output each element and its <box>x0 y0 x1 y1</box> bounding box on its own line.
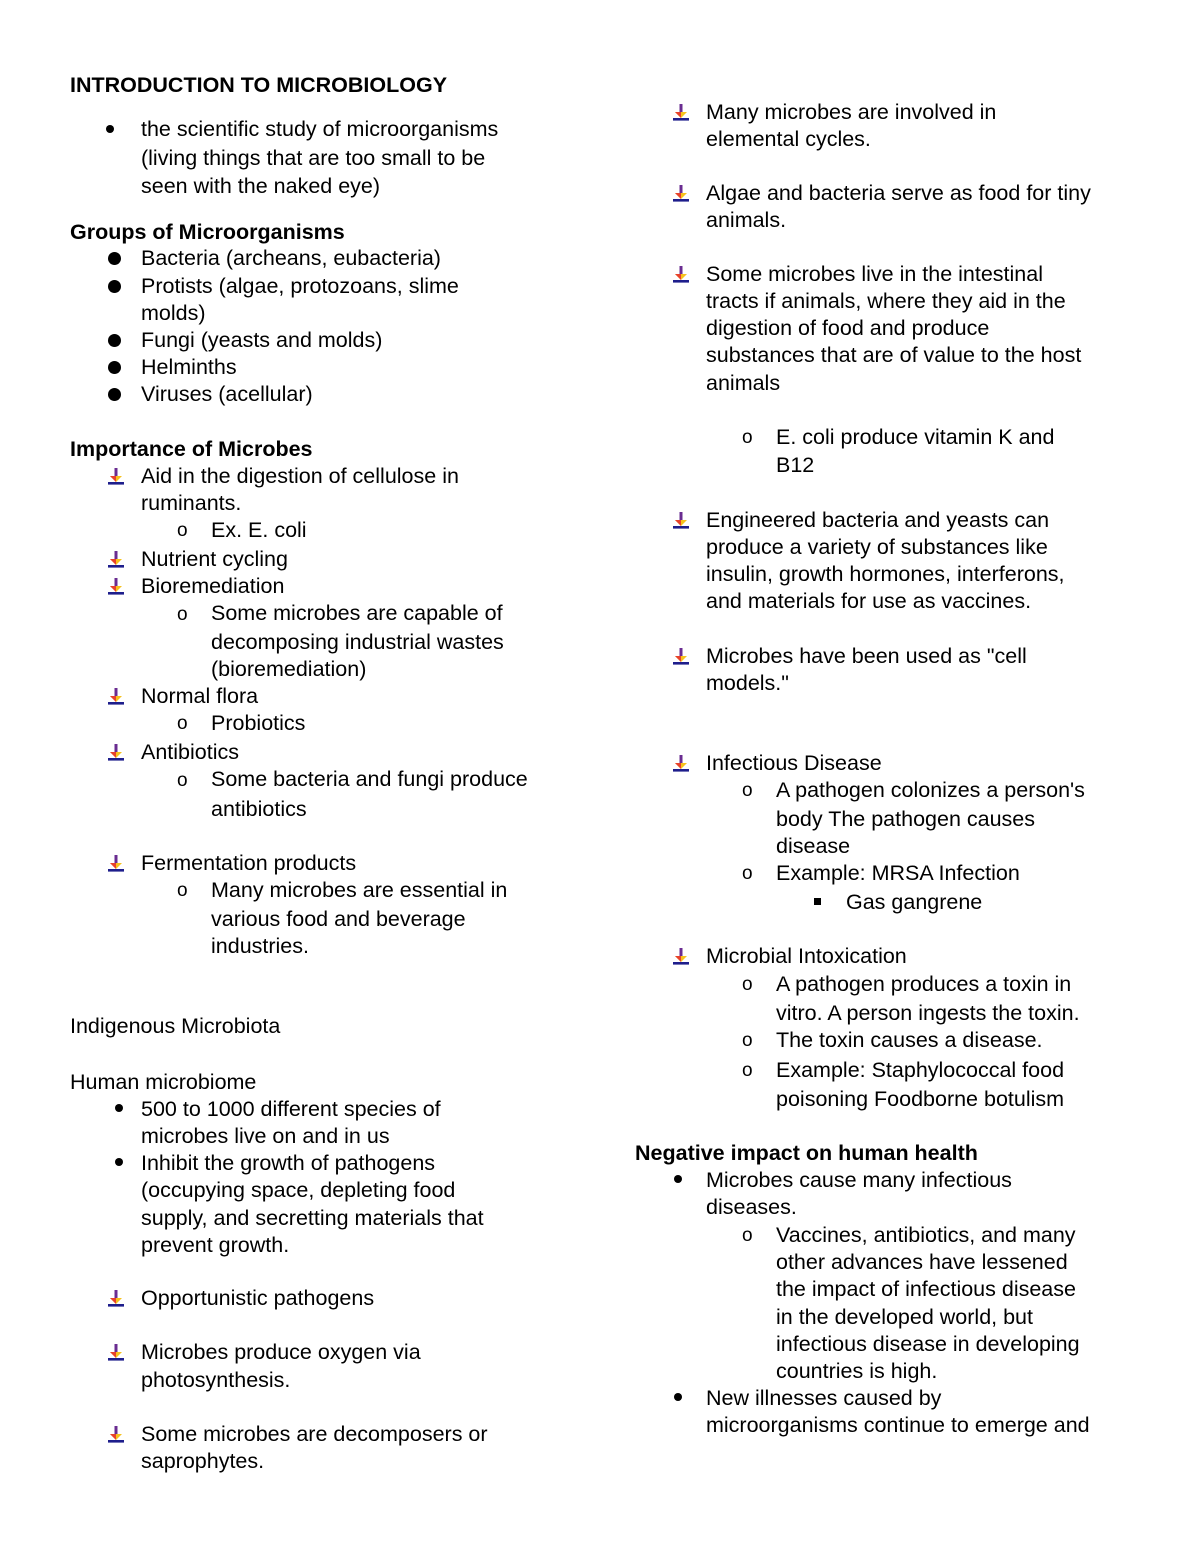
list-item: poisoning Foodborne botulism <box>776 1087 1065 1111</box>
list-item: microorganisms continue to emerge and <box>706 1413 1090 1437</box>
negative-heading: Negative impact on human health <box>635 1141 978 1165</box>
list-item: Ex. E. coli <box>211 518 307 542</box>
list-item: Microbial Intoxication <box>706 944 907 968</box>
list-item: infectious disease in developing <box>776 1332 1080 1356</box>
list-item: Protists (algae, protozoans, slime <box>141 274 459 298</box>
list-item: Many microbes are involved in <box>706 100 997 124</box>
list-item: substances that are of value to the host <box>706 343 1082 367</box>
ring-bullet-icon: o <box>177 604 188 625</box>
list-item: produce a variety of substances like <box>706 535 1048 559</box>
list-item: prevent growth. <box>141 1233 290 1257</box>
arrow-bullet-icon <box>673 648 689 665</box>
list-item: disease <box>776 834 851 858</box>
list-item: vitro. A person ingests the toxin. <box>776 1001 1080 1025</box>
list-item: and materials for use as vaccines. <box>706 589 1032 613</box>
list-item: Some microbes are capable of <box>211 601 503 625</box>
bullet-dot-icon <box>106 125 114 133</box>
list-item: diseases. <box>706 1195 797 1219</box>
list-item: molds) <box>141 301 206 325</box>
ring-bullet-icon: o <box>742 863 753 884</box>
arrow-bullet-icon <box>108 1344 124 1361</box>
list-item: countries is high. <box>776 1359 938 1383</box>
list-item: A pathogen produces a toxin in <box>776 972 1072 996</box>
list-item: A pathogen colonizes a person's <box>776 778 1085 802</box>
arrow-bullet-icon <box>673 512 689 529</box>
list-item: Normal flora <box>141 684 259 708</box>
list-item: E. coli produce vitamin K and <box>776 425 1055 449</box>
list-item: the impact of infectious disease <box>776 1277 1076 1301</box>
list-item: saprophytes. <box>141 1449 265 1473</box>
list-item: Microbes have been used as "cell <box>706 644 1027 668</box>
arrow-bullet-icon <box>673 755 689 772</box>
bullet-dot-icon <box>108 334 121 347</box>
list-item: Opportunistic pathogens <box>141 1286 375 1310</box>
list-item: Helminths <box>141 355 237 379</box>
list-item: (occupying space, depleting food <box>141 1178 456 1202</box>
arrow-bullet-icon <box>673 104 689 121</box>
bullet-dot-icon <box>108 252 121 265</box>
definition-line: the scientific study of microorganisms <box>141 117 499 141</box>
list-item: B12 <box>776 453 815 477</box>
list-item: body The pathogen causes <box>776 807 1035 831</box>
list-item: Aid in the digestion of cellulose in <box>141 464 459 488</box>
list-item: Some bacteria and fungi produce <box>211 767 528 791</box>
list-item: models." <box>706 671 789 695</box>
bullet-dot-icon <box>674 1393 682 1401</box>
list-item: Example: MRSA Infection <box>776 861 1020 885</box>
list-item: ruminants. <box>141 491 242 515</box>
list-item: Probiotics <box>211 711 306 735</box>
arrow-bullet-icon <box>108 468 124 485</box>
list-item: Bacteria (archeans, eubacteria) <box>141 246 441 270</box>
list-item: Viruses (acellular) <box>141 382 313 406</box>
microbiome-heading: Human microbiome <box>70 1070 257 1094</box>
bullet-dot-icon <box>108 280 121 293</box>
bullet-dot-icon <box>674 1175 682 1183</box>
list-item: Nutrient cycling <box>141 547 288 571</box>
list-item: Some microbes are decomposers or <box>141 1422 488 1446</box>
list-item: supply, and secretting materials that <box>141 1206 484 1230</box>
ring-bullet-icon: o <box>177 770 188 791</box>
importance-heading: Importance of Microbes <box>70 437 313 461</box>
arrow-bullet-icon <box>108 744 124 761</box>
list-item: Fungi (yeasts and molds) <box>141 328 383 352</box>
list-item: Algae and bacteria serve as food for tiny <box>706 181 1091 205</box>
list-item: insulin, growth hormones, interferons, <box>706 562 1065 586</box>
bullet-dot-icon <box>108 361 121 374</box>
ring-bullet-icon: o <box>177 880 188 901</box>
list-item: tracts if animals, where they aid in the <box>706 289 1066 313</box>
definition-line: seen with the naked eye) <box>141 174 381 198</box>
list-item: Vaccines, antibiotics, and many <box>776 1223 1076 1247</box>
list-item: various food and beverage <box>211 907 466 931</box>
document-title: INTRODUCTION TO MICROBIOLOGY <box>70 73 448 97</box>
list-item: (bioremediation) <box>211 657 367 681</box>
list-item: Infectious Disease <box>706 751 882 775</box>
list-item: animals <box>706 371 781 395</box>
list-item: other advances have lessened <box>776 1250 1068 1274</box>
list-item: animals. <box>706 208 787 232</box>
list-item: digestion of food and produce <box>706 316 990 340</box>
list-item: industries. <box>211 934 309 958</box>
list-item: decomposing industrial wastes <box>211 630 504 654</box>
list-item: in the developed world, but <box>776 1305 1033 1329</box>
bullet-dot-icon <box>108 388 121 401</box>
list-item: photosynthesis. <box>141 1368 291 1392</box>
ring-bullet-icon: o <box>742 974 753 995</box>
arrow-bullet-icon <box>108 551 124 568</box>
bullet-dot-icon <box>115 1158 123 1166</box>
list-item: 500 to 1000 different species of <box>141 1097 441 1121</box>
list-item: antibiotics <box>211 797 307 821</box>
list-item: Gas gangrene <box>846 890 983 914</box>
arrow-bullet-icon <box>108 855 124 872</box>
arrow-bullet-icon <box>108 1290 124 1307</box>
arrow-bullet-icon <box>108 578 124 595</box>
list-item: Bioremediation <box>141 574 285 598</box>
list-item: Engineered bacteria and yeasts can <box>706 508 1050 532</box>
ring-bullet-icon: o <box>742 1225 753 1246</box>
list-item: Many microbes are essential in <box>211 878 508 902</box>
ring-bullet-icon: o <box>742 1030 753 1051</box>
list-item: elemental cycles. <box>706 127 871 151</box>
arrow-bullet-icon <box>108 688 124 705</box>
list-item: Microbes cause many infectious <box>706 1168 1012 1192</box>
indigenous-heading: Indigenous Microbiota <box>70 1014 281 1038</box>
list-item: New illnesses caused by <box>706 1386 942 1410</box>
list-item: Microbes produce oxygen via <box>141 1340 421 1364</box>
ring-bullet-icon: o <box>177 520 188 541</box>
list-item: Example: Staphylococcal food <box>776 1058 1065 1082</box>
ring-bullet-icon: o <box>742 427 753 448</box>
ring-bullet-icon: o <box>742 1060 753 1081</box>
list-item: The toxin causes a disease. <box>776 1028 1043 1052</box>
arrow-bullet-icon <box>673 266 689 283</box>
bullet-dot-icon <box>115 1104 123 1112</box>
list-item: Antibiotics <box>141 740 239 764</box>
groups-heading: Groups of Microorganisms <box>70 220 345 244</box>
arrow-bullet-icon <box>673 185 689 202</box>
arrow-bullet-icon <box>108 1426 124 1443</box>
list-item: microbes live on and in us <box>141 1124 390 1148</box>
square-bullet-icon <box>814 898 821 905</box>
definition-line: (living things that are too small to be <box>141 146 486 170</box>
list-item: Some microbes live in the intestinal <box>706 262 1043 286</box>
arrow-bullet-icon <box>673 948 689 965</box>
list-item: Fermentation products <box>141 851 357 875</box>
ring-bullet-icon: o <box>742 780 753 801</box>
ring-bullet-icon: o <box>177 713 188 734</box>
list-item: Inhibit the growth of pathogens <box>141 1151 436 1175</box>
